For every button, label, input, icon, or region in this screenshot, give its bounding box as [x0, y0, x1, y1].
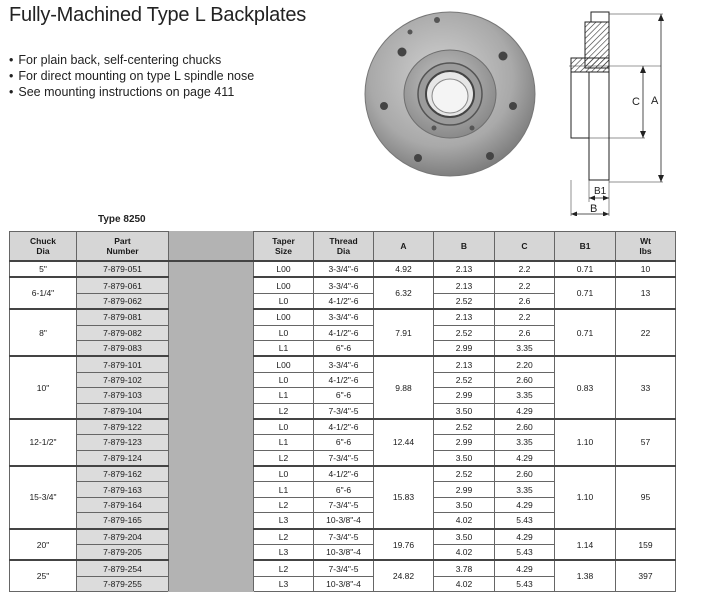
- table-row: [10, 277, 676, 293]
- cell-part-number: 7-879-103: [77, 388, 169, 403]
- cell-b: 2.52: [434, 325, 495, 340]
- feature-item: • For direct mounting on type L spindle nose: [9, 68, 254, 84]
- cell-b: 2.13: [434, 356, 495, 372]
- cell-taper-size: L3: [254, 513, 314, 529]
- cell-thread-dia: 7-3/4"-5: [314, 403, 374, 419]
- cell-b1: 1.14: [555, 529, 616, 561]
- cell-a: 12.44: [374, 419, 434, 466]
- cell-part-number: 7-879-204: [77, 529, 169, 545]
- cell-c: 4.29: [495, 450, 555, 466]
- cell-part-number: 7-879-164: [77, 497, 169, 512]
- cell-taper-size: L2: [254, 403, 314, 419]
- cell-chuck-dia: 10": [10, 356, 77, 419]
- cell-part-number: 7-879-051: [77, 261, 169, 277]
- cell-c: 2.2: [495, 309, 555, 325]
- cell-c: 2.60: [495, 419, 555, 435]
- cell-c: 2.60: [495, 466, 555, 482]
- cell-taper-size: L0: [254, 293, 314, 309]
- cell-taper-size: L2: [254, 497, 314, 512]
- cell-b: 2.52: [434, 293, 495, 309]
- cell-b1: 0.71: [555, 277, 616, 309]
- cell-part-number: 7-879-083: [77, 340, 169, 356]
- cell-wt: 33: [616, 356, 676, 419]
- cell-a: 15.83: [374, 466, 434, 529]
- cell-thread-dia: 10-3/8"-4: [314, 513, 374, 529]
- cell-thread-dia: 4-1/2"-6: [314, 325, 374, 340]
- cell-c: 2.20: [495, 356, 555, 372]
- cell-thread-dia: 7-3/4"-5: [314, 450, 374, 466]
- dim-label-b1: B1: [594, 186, 607, 197]
- cell-taper-size: L0: [254, 372, 314, 387]
- cell-c: 2.60: [495, 372, 555, 387]
- header-b1: B1: [555, 232, 616, 262]
- cell-part-number: 7-879-205: [77, 545, 169, 561]
- cell-part-number: 7-879-082: [77, 325, 169, 340]
- cell-b1: 1.10: [555, 466, 616, 529]
- cell-a: 7.91: [374, 309, 434, 356]
- cell-part-number: 7-879-124: [77, 450, 169, 466]
- cell-b1: 0.83: [555, 356, 616, 419]
- cell-taper-size: L0: [254, 466, 314, 482]
- cell-b: 2.99: [434, 482, 495, 497]
- cell-b1: 0.71: [555, 261, 616, 277]
- cell-thread-dia: 3-3/4"-6: [314, 261, 374, 277]
- cell-part-number: 7-879-062: [77, 293, 169, 309]
- cell-c: 5.43: [495, 576, 555, 591]
- backplate-photo: [362, 8, 542, 188]
- header-a: A: [374, 232, 434, 262]
- backplate-section-drawing: [555, 6, 665, 216]
- table-row: [10, 356, 676, 372]
- cell-b: 2.13: [434, 277, 495, 293]
- cell-wt: 95: [616, 466, 676, 529]
- feature-item: • See mounting instructions on page 411: [9, 84, 254, 100]
- cell-c: 4.29: [495, 560, 555, 576]
- cell-thread-dia: 4-1/2"-6: [314, 466, 374, 482]
- page-title: Fully-Machined Type L Backplates: [9, 4, 307, 26]
- cell-b: 2.52: [434, 466, 495, 482]
- table-row: [10, 309, 676, 325]
- cell-chuck-dia: 6-1/4": [10, 277, 77, 309]
- cell-thread-dia: 4-1/2"-6: [314, 419, 374, 435]
- cell-thread-dia: 10-3/8"-4: [314, 545, 374, 561]
- cell-b: 4.02: [434, 545, 495, 561]
- cell-a: 9.88: [374, 356, 434, 419]
- cell-b1: 1.10: [555, 419, 616, 466]
- cell-b1: 0.71: [555, 309, 616, 356]
- cell-c: 3.35: [495, 435, 555, 450]
- cell-taper-size: L1: [254, 340, 314, 356]
- cell-taper-size: L1: [254, 388, 314, 403]
- cell-a: 24.82: [374, 560, 434, 591]
- header-c: C: [495, 232, 555, 262]
- cell-thread-dia: 7-3/4"-5: [314, 497, 374, 512]
- header-part-number: Part Number: [77, 232, 169, 262]
- cell-thread-dia: 6"-6: [314, 340, 374, 356]
- cell-c: 5.43: [495, 513, 555, 529]
- cell-taper-size: L3: [254, 576, 314, 591]
- cell-part-number: 7-879-254: [77, 560, 169, 576]
- cell-c: 4.29: [495, 497, 555, 512]
- header-blank: [169, 232, 254, 262]
- cell-a: 19.76: [374, 529, 434, 561]
- cell-b: 2.13: [434, 261, 495, 277]
- cell-b: 3.50: [434, 529, 495, 545]
- header-wt: Wt lbs: [616, 232, 676, 262]
- cell-thread-dia: 6"-6: [314, 482, 374, 497]
- type-label: Type 8250: [98, 214, 146, 225]
- cell-taper-size: L0: [254, 325, 314, 340]
- cell-b: 2.99: [434, 435, 495, 450]
- cell-b: 3.50: [434, 403, 495, 419]
- cell-thread-dia: 3-3/4"-6: [314, 309, 374, 325]
- cell-b: 2.13: [434, 309, 495, 325]
- cell-part-number: 7-879-102: [77, 372, 169, 387]
- cell-part-number: 7-879-122: [77, 419, 169, 435]
- cell-chuck-dia: 5": [10, 261, 77, 277]
- cell-thread-dia: 3-3/4"-6: [314, 277, 374, 293]
- table-row: [10, 261, 676, 277]
- cell-chuck-dia: 20": [10, 529, 77, 561]
- cell-thread-dia: 6"-6: [314, 435, 374, 450]
- cell-wt: 159: [616, 529, 676, 561]
- cell-wt: 10: [616, 261, 676, 277]
- dim-label-b: B: [590, 203, 598, 215]
- cell-taper-size: L1: [254, 482, 314, 497]
- table-row: [10, 529, 676, 545]
- cell-wt: 57: [616, 419, 676, 466]
- cell-wt: 397: [616, 560, 676, 591]
- cell-b: 2.99: [434, 340, 495, 356]
- cell-c: 4.29: [495, 529, 555, 545]
- cell-thread-dia: 4-1/2"-6: [314, 372, 374, 387]
- feature-list: [9, 52, 254, 100]
- table-row: [10, 419, 676, 435]
- cell-c: 5.43: [495, 545, 555, 561]
- cell-taper-size: L2: [254, 560, 314, 576]
- cell-c: 2.6: [495, 325, 555, 340]
- cell-part-number: 7-879-162: [77, 466, 169, 482]
- cell-chuck-dia: 8": [10, 309, 77, 356]
- cell-b: 3.78: [434, 560, 495, 576]
- cell-taper-size: L00: [254, 309, 314, 325]
- cell-part-number: 7-879-081: [77, 309, 169, 325]
- cell-a: 6.32: [374, 277, 434, 309]
- cell-taper-size: L1: [254, 435, 314, 450]
- cell-thread-dia: 7-3/4"-5: [314, 560, 374, 576]
- cell-thread-dia: 4-1/2"-6: [314, 293, 374, 309]
- cell-thread-dia: 7-3/4"-5: [314, 529, 374, 545]
- cell-part-number: 7-879-255: [77, 576, 169, 591]
- cell-thread-dia: 10-3/8"-4: [314, 576, 374, 591]
- cell-c: 2.2: [495, 277, 555, 293]
- dim-label-a: A: [651, 95, 659, 107]
- cell-taper-size: L2: [254, 450, 314, 466]
- dim-label-c: C: [632, 96, 640, 108]
- header-b: B: [434, 232, 495, 262]
- backplate-spec-table: [9, 231, 676, 592]
- cell-taper-size: L2: [254, 529, 314, 545]
- cell-c: 2.2: [495, 261, 555, 277]
- cell-wt: 13: [616, 277, 676, 309]
- cell-b: 2.52: [434, 419, 495, 435]
- cell-b1: 1.38: [555, 560, 616, 591]
- table-row: [10, 466, 676, 482]
- cell-blank: [169, 261, 254, 592]
- cell-b: 3.50: [434, 497, 495, 512]
- cell-c: 3.35: [495, 340, 555, 356]
- table-header-row: [10, 232, 676, 262]
- cell-b: 3.50: [434, 450, 495, 466]
- cell-b: 4.02: [434, 576, 495, 591]
- cell-wt: 22: [616, 309, 676, 356]
- header-taper-size: Taper Size: [254, 232, 314, 262]
- cell-chuck-dia: 25": [10, 560, 77, 591]
- cell-taper-size: L00: [254, 261, 314, 277]
- cell-taper-size: L3: [254, 545, 314, 561]
- cell-chuck-dia: 12-1/2": [10, 419, 77, 466]
- cell-part-number: 7-879-123: [77, 435, 169, 450]
- table-row: [10, 560, 676, 576]
- feature-item: • For plain back, self-centering chucks: [9, 52, 254, 68]
- header-chuck-dia: Chuck Dia: [10, 232, 77, 262]
- cell-b: 4.02: [434, 513, 495, 529]
- cell-part-number: 7-879-101: [77, 356, 169, 372]
- cell-a: 4.92: [374, 261, 434, 277]
- cell-thread-dia: 6"-6: [314, 388, 374, 403]
- header-thread-dia: Thread Dia: [314, 232, 374, 262]
- cell-c: 2.6: [495, 293, 555, 309]
- cell-c: 4.29: [495, 403, 555, 419]
- cell-part-number: 7-879-104: [77, 403, 169, 419]
- cell-c: 3.35: [495, 388, 555, 403]
- cell-part-number: 7-879-061: [77, 277, 169, 293]
- cell-chuck-dia: 15-3/4": [10, 466, 77, 529]
- cell-b: 2.52: [434, 372, 495, 387]
- cell-b: 2.99: [434, 388, 495, 403]
- cell-c: 3.35: [495, 482, 555, 497]
- cell-taper-size: L00: [254, 277, 314, 293]
- cell-taper-size: L0: [254, 419, 314, 435]
- cell-taper-size: L00: [254, 356, 314, 372]
- cell-part-number: 7-879-165: [77, 513, 169, 529]
- cell-part-number: 7-879-163: [77, 482, 169, 497]
- cell-thread-dia: 3-3/4"-6: [314, 356, 374, 372]
